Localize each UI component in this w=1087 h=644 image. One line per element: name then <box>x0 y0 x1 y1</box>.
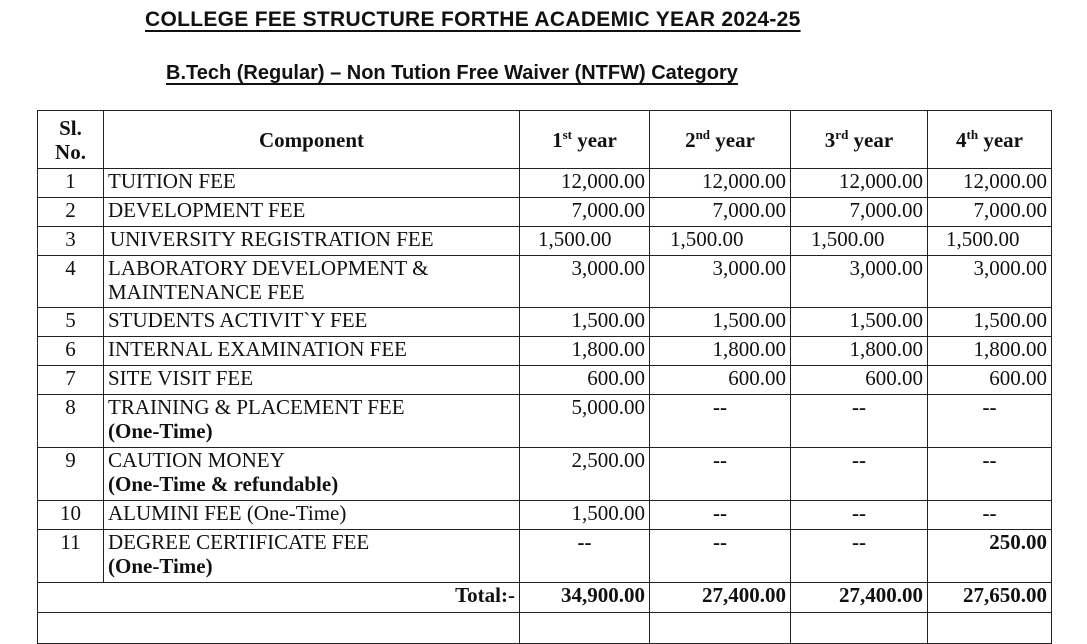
sl-cell: 11 <box>38 530 104 583</box>
component-cell <box>104 530 520 583</box>
sl-cell: 2 <box>38 198 104 227</box>
page-subtitle: B.Tech (Regular) – Non Tution Free Waiver (NTFW) Category <box>166 62 738 84</box>
sl-cell: 8 <box>38 395 104 448</box>
total-value: 27,650.00 <box>928 583 1052 613</box>
empty-cell <box>520 613 650 644</box>
year-num: 2 <box>685 127 696 152</box>
value-cell: -- <box>650 395 791 448</box>
header-row <box>38 111 1052 169</box>
table-row <box>38 198 1052 227</box>
header-sl-no <box>38 111 104 169</box>
component-cell: LABORATORY DEVELOPMENT & MAINTENANCE FEE <box>104 256 520 308</box>
value-cell: -- <box>650 501 791 530</box>
value-cell: 1,500.00 <box>520 227 650 256</box>
value-cell: -- <box>650 530 791 583</box>
component-note: (One-Time) <box>108 419 213 443</box>
year-num: 1 <box>552 127 563 152</box>
value-cell: 3,000.00 <box>650 256 791 308</box>
value-cell: 3,000.00 <box>928 256 1052 308</box>
value-cell: 7,000.00 <box>520 198 650 227</box>
value-cell: 600.00 <box>791 366 928 395</box>
year-sup: rd <box>835 126 849 142</box>
value-cell: 7,000.00 <box>650 198 791 227</box>
component-cell: UNIVERSITY REGISTRATION FEE <box>104 227 520 256</box>
header-year-1 <box>520 111 650 169</box>
table-row <box>38 169 1052 198</box>
component-cell: INTERNAL EXAMINATION FEE <box>104 337 520 366</box>
value-cell: -- <box>650 448 791 501</box>
value-cell: 600.00 <box>928 366 1052 395</box>
empty-cell <box>650 613 791 644</box>
empty-row <box>38 613 1052 644</box>
component-name: DEGREE CERTIFICATE FEE <box>108 530 370 554</box>
sl-cell: 4 <box>38 256 104 308</box>
table-row <box>38 501 1052 530</box>
value-cell: -- <box>791 448 928 501</box>
value-cell: 1,500.00 <box>520 308 650 337</box>
header-component: Component <box>104 111 520 169</box>
component-cell: DEVELOPMENT FEE <box>104 198 520 227</box>
header-year-2 <box>650 111 791 169</box>
value-cell: 250.00 <box>928 530 1052 583</box>
sl-cell: 9 <box>38 448 104 501</box>
value-cell: 5,000.00 <box>520 395 650 448</box>
value-cell: 1,800.00 <box>520 337 650 366</box>
value-cell: 12,000.00 <box>928 169 1052 198</box>
value-cell: -- <box>928 448 1052 501</box>
table-row <box>38 337 1052 366</box>
sl-cell: 7 <box>38 366 104 395</box>
value-cell: 3,000.00 <box>520 256 650 308</box>
year-word: year <box>983 127 1023 152</box>
year-word: year <box>715 127 755 152</box>
table-row <box>38 530 1052 583</box>
table-row <box>38 395 1052 448</box>
value-cell: 1,500.00 <box>791 227 928 256</box>
component-note: (One-Time) <box>108 554 213 578</box>
value-cell: 2,500.00 <box>520 448 650 501</box>
year-num: 3 <box>824 127 836 152</box>
sl-cell: 3 <box>38 227 104 256</box>
value-cell: 1,800.00 <box>928 337 1052 366</box>
sl-cell: 1 <box>38 169 104 198</box>
header-year-4 <box>928 111 1052 169</box>
page-title: COLLEGE FEE STRUCTURE FORTHE ACADEMIC YEAR 2024-25 <box>145 8 801 31</box>
header-year-3 <box>791 111 928 169</box>
table-row <box>38 448 1052 501</box>
component-cell <box>104 448 520 501</box>
total-row <box>38 583 1052 613</box>
total-label: Total:- <box>38 583 520 613</box>
value-cell: 12,000.00 <box>650 169 791 198</box>
header-sl-line1: Sl. <box>59 115 82 140</box>
component-note: (One-Time & refundable) <box>108 472 339 496</box>
value-cell: 1,800.00 <box>650 337 791 366</box>
value-cell: 1,800.00 <box>791 337 928 366</box>
value-cell: 1,500.00 <box>928 227 1052 256</box>
value-cell: -- <box>791 530 928 583</box>
component-cell: ALUMINI FEE (One-Time) <box>104 501 520 530</box>
value-cell: 1,500.00 <box>650 227 791 256</box>
header-sl-line2: No. <box>55 139 86 164</box>
year-sup: nd <box>695 126 711 142</box>
sl-cell: 6 <box>38 337 104 366</box>
value-cell: 12,000.00 <box>520 169 650 198</box>
component-cell <box>104 395 520 448</box>
value-cell: -- <box>791 395 928 448</box>
component-cell: STUDENTS ACTIVIT`Y FEE <box>104 308 520 337</box>
value-cell: -- <box>928 395 1052 448</box>
component-cell: SITE VISIT FEE <box>104 366 520 395</box>
empty-cell <box>928 613 1052 644</box>
table-row <box>38 308 1052 337</box>
value-cell: -- <box>520 530 650 583</box>
value-cell: 7,000.00 <box>928 198 1052 227</box>
sl-cell: 10 <box>38 501 104 530</box>
component-cell: TUITION FEE <box>104 169 520 198</box>
value-cell: 3,000.00 <box>791 256 928 308</box>
value-cell: 12,000.00 <box>791 169 928 198</box>
value-cell: -- <box>928 501 1052 530</box>
component-name: CAUTION MONEY <box>108 448 285 472</box>
empty-cell <box>38 613 520 644</box>
table-row <box>38 227 1052 256</box>
year-word: year <box>853 127 894 152</box>
value-cell: 1,500.00 <box>520 501 650 530</box>
value-cell: 600.00 <box>520 366 650 395</box>
year-sup: th <box>966 126 979 142</box>
total-value: 27,400.00 <box>791 583 928 613</box>
value-cell: 1,500.00 <box>791 308 928 337</box>
component-name: TRAINING & PLACEMENT FEE <box>108 395 405 419</box>
empty-cell <box>791 613 928 644</box>
value-cell: 600.00 <box>650 366 791 395</box>
year-sup: st <box>562 126 572 142</box>
total-value: 27,400.00 <box>650 583 791 613</box>
year-word: year <box>577 127 617 152</box>
fee-table <box>37 110 1052 644</box>
value-cell: -- <box>791 501 928 530</box>
sl-cell: 5 <box>38 308 104 337</box>
table-row <box>38 366 1052 395</box>
total-value: 34,900.00 <box>520 583 650 613</box>
value-cell: 1,500.00 <box>650 308 791 337</box>
table-row <box>38 256 1052 308</box>
year-num: 4 <box>956 127 967 152</box>
value-cell: 7,000.00 <box>791 198 928 227</box>
value-cell: 1,500.00 <box>928 308 1052 337</box>
